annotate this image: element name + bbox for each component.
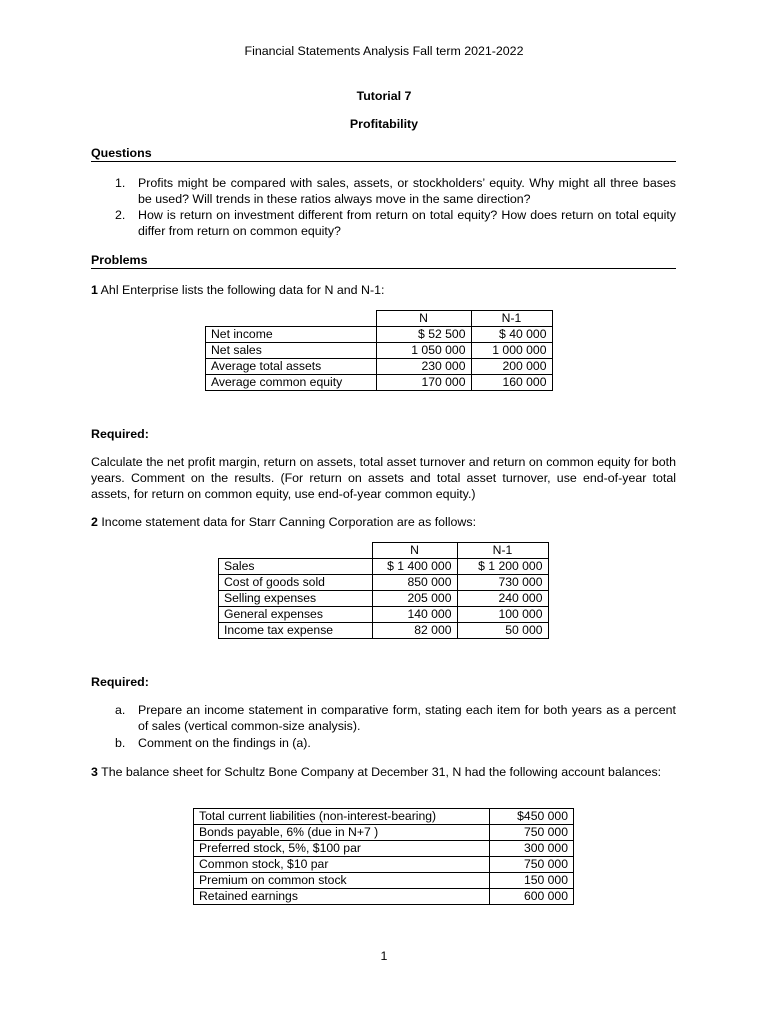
cell-n-1: 160 000 <box>471 375 552 391</box>
row-label: Net income <box>206 327 377 343</box>
question-text: How is return on investment different from return on total equity? How does return on total equity differ from return on common equity? <box>138 208 676 238</box>
cell-n-1: 730 000 <box>457 575 548 591</box>
item-text: Comment on the findings in (a). <box>138 736 311 750</box>
questions-rule <box>91 161 676 162</box>
table-row <box>219 591 549 607</box>
row-label: General expenses <box>219 607 373 623</box>
row-label: Cost of goods sold <box>219 575 373 591</box>
item-text: Prepare an income statement in comparative form, stating each item for both years as a percent of sales (vertical common-size analysis). <box>138 703 676 733</box>
cell-n-1: 100 000 <box>457 607 548 623</box>
table-row <box>219 607 549 623</box>
cell-n: 1 050 000 <box>376 343 471 359</box>
row-label: Common stock, $10 par <box>194 857 490 873</box>
cell-n-1: 1 000 000 <box>471 343 552 359</box>
problem-number: 3 <box>91 765 98 779</box>
problem-2-table <box>218 542 549 639</box>
table-row <box>194 889 574 905</box>
column-header: N-1 <box>457 543 548 559</box>
question-number: 2. <box>115 208 126 222</box>
tutorial-title: Tutorial 7 <box>356 89 412 103</box>
row-label: Selling expenses <box>219 591 373 607</box>
problem-3-intro <box>91 764 676 780</box>
table-row <box>206 327 553 343</box>
problems-heading: Problems <box>91 253 148 267</box>
row-label: Total current liabilities (non-interest-bearing) <box>194 809 490 825</box>
cell-n-1: 50 000 <box>457 623 548 639</box>
row-label: Average total assets <box>206 359 377 375</box>
cell-value: 300 000 <box>490 841 574 857</box>
cell-n-1: $ 1 200 000 <box>457 559 548 575</box>
cell-n-1: $ 40 000 <box>471 327 552 343</box>
cell-value: 150 000 <box>490 873 574 889</box>
question-text: Profits might be compared with sales, assets, or stockholders’ equity. Why might all three bases be used? Will trends in these ratios always move in the same direction? <box>138 176 676 206</box>
problems-rule <box>91 268 676 269</box>
row-label: Bonds payable, 6% (due in N+7 ) <box>194 825 490 841</box>
cell-n: 82 000 <box>372 623 457 639</box>
table-row <box>194 841 574 857</box>
problem-1-required: Required: <box>91 427 149 441</box>
cell-value: $450 000 <box>490 809 574 825</box>
row-label: Premium on common stock <box>194 873 490 889</box>
problem-3-table <box>193 808 574 905</box>
column-header: N <box>376 311 471 327</box>
table-row <box>206 343 553 359</box>
cell-n: 205 000 <box>372 591 457 607</box>
questions-heading: Questions <box>91 146 152 160</box>
problem-1-table <box>205 310 553 391</box>
problem-intro-text: Ahl Enterprise lists the following data for N and N-1: <box>100 283 385 297</box>
row-label: Net sales <box>206 343 377 359</box>
item-letter: a. <box>115 703 126 717</box>
row-label: Sales <box>219 559 373 575</box>
cell-n-1: 240 000 <box>457 591 548 607</box>
row-label: Retained earnings <box>194 889 490 905</box>
cell-value: 750 000 <box>490 825 574 841</box>
table-row <box>219 575 549 591</box>
table-row <box>194 857 574 873</box>
cell-n: $ 1 400 000 <box>372 559 457 575</box>
problem-number: 2 <box>91 515 98 529</box>
cell-n-1: 200 000 <box>471 359 552 375</box>
cell-n: 140 000 <box>372 607 457 623</box>
cell-value: 750 000 <box>490 857 574 873</box>
problem-1-intro <box>91 282 384 298</box>
problem-1-text: Calculate the net profit margin, return on assets, total asset turnover and return on common equity for both years. Comment on the results. (For return on assets and total asset turnover, use end-of-year total assets, for return on common equity, use end-of-year common equity.) <box>91 455 676 501</box>
row-label: Preferred stock, 5%, $100 par <box>194 841 490 857</box>
column-header: N-1 <box>471 311 552 327</box>
topic-title: Profitability <box>349 117 419 131</box>
cell-n: 850 000 <box>372 575 457 591</box>
cell-n: 230 000 <box>376 359 471 375</box>
table-row <box>219 623 549 639</box>
problem-intro-text: Income statement data for Starr Canning Corporation are as follows: <box>101 515 477 529</box>
problem-2-intro <box>91 514 476 530</box>
page-number: 1 <box>380 949 388 963</box>
cell-value: 600 000 <box>490 889 574 905</box>
item-letter: b. <box>115 736 126 750</box>
table-row <box>206 359 553 375</box>
cell-n: 170 000 <box>376 375 471 391</box>
table-row <box>194 809 574 825</box>
row-label: Income tax expense <box>219 623 373 639</box>
problem-number: 1 <box>91 283 98 297</box>
table-row <box>194 825 574 841</box>
question-number: 1. <box>115 176 126 190</box>
row-label: Average common equity <box>206 375 377 391</box>
table-row <box>219 559 549 575</box>
document-header: Financial Statements Analysis Fall term 2021-2022 <box>244 44 524 58</box>
column-header: N <box>372 543 457 559</box>
table-row <box>206 375 553 391</box>
problem-intro-text: The balance sheet for Schultz Bone Company at December 31, N had the following account balances: <box>101 765 662 779</box>
table-row <box>194 873 574 889</box>
problem-2-required: Required: <box>91 675 149 689</box>
cell-n: $ 52 500 <box>376 327 471 343</box>
